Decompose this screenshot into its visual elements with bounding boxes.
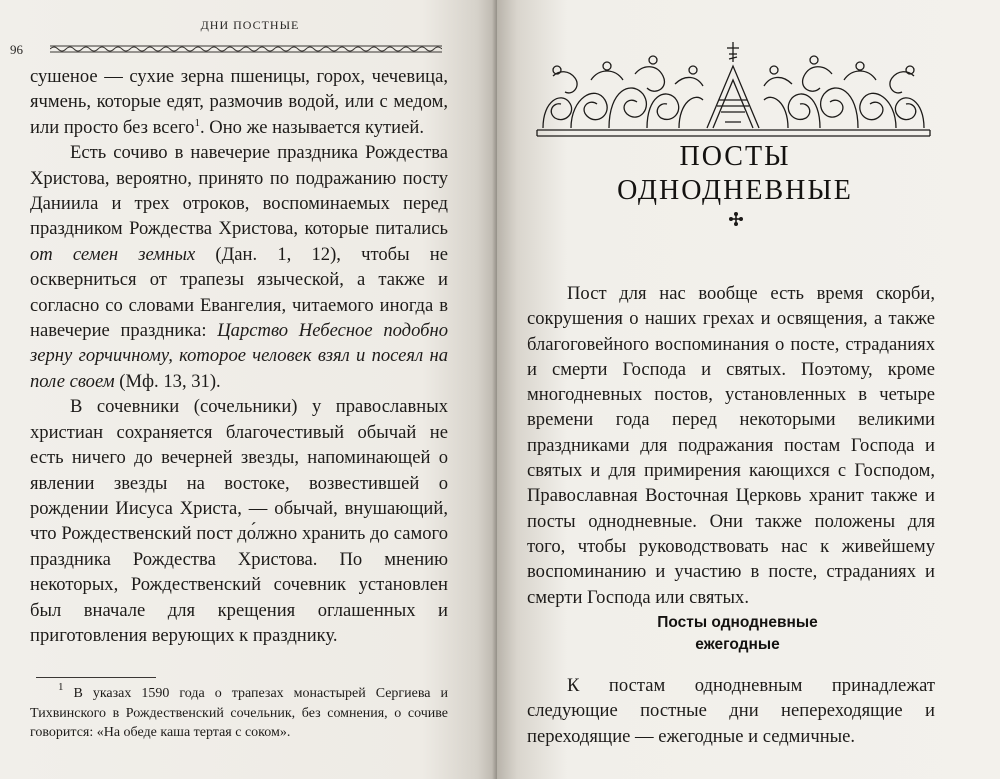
text-run: (Мф. 13, 31). [114,370,221,392]
running-head: ДНИ ПОСТНЫЕ [200,18,300,32]
ornamental-headpiece-icon [535,40,932,140]
right-body-text [527,281,935,610]
text-run: Есть сочиво в навечерие праздника Рождества Христова, вероятно, принято по подражанию посту Даниила и трех отроков, воспоминаемых перед праздником Рождества Христова, которые питались [30,142,448,240]
subheading-line-1: Посты однодневные [657,614,818,631]
italic-quote: Царство Небесное подобно зерну горчичному, которое человек взял и посеял на поле своем [30,320,449,392]
text-run: сушеное — сухие зерна пшеницы, горох, чечевица, ячмень, которые едят, размочив водой, или с медом, или просто без всего [30,66,448,138]
footnote [30,681,448,743]
text-run: (Дан. 1, 12), чтобы не оскверниться от трапезы языческой, а также и согласно со словами Евангелия, читаемого иногда в навечерие праздника: [30,243,448,342]
section-subheading [540,612,935,656]
footnote-text [30,681,448,743]
footnote-marker: 1 [58,681,64,693]
fleuron-cross-icon [728,211,744,227]
left-paragraph-1 [30,64,448,140]
left-paragraph-3 [30,394,448,648]
right-body-text-2 [527,673,935,749]
chapter-title-line-2: ОДНОДНЕВНЫЕ [617,175,853,206]
decorative-rule-band [50,45,442,53]
page-number: 96 [10,42,23,57]
footnote-marker: 1 [194,116,200,129]
chapter-title-line-1: ПОСТЫ [679,141,791,172]
text-run: . Оно же называется кутией. [199,116,424,138]
left-page [0,0,497,779]
subheading-line-2: ежегодные [695,636,780,653]
chapter-title [540,140,930,208]
footnote-rule [36,677,156,678]
text-run: В указах 1590 года о трапезах монастырей Сергиева и Тихвинского в Рождественский сочельник, без сомнения, о сочиве говорится: «На обеде каша тертая с соком». [30,686,448,741]
text-run: В сочевники (сочельники) у православных христиан сохраняется благочестивый обычай не есть ничего до вечерней звезды, напоминающей о явлении звезды на востоке, возвестившей о рождении Иисуса Христа, — обычай, внушающий, что Рождественский пост до́лжно хранить до самого праздника Рождества Христова. По мнению некоторых, Рождественский сочевник установлен был вначале для крещения оглашенных и приготовления верующих к празднику. [30,396,448,646]
italic-quote: от семен земных [30,243,196,265]
left-body-text [30,64,448,648]
right-paragraph-2: К постам однодневным принадлежат следующие постные дни непереходящие и переходящие — ежегодные и седмичные. [527,675,935,747]
right-paragraph-1: Пост для нас вообще есть время скорби, сокрушения о наших грехах и освящения, а также благоговейного воспоминания о посте, страданиях и смерти Господа и святых. Поэтому, кроме многодневных постов, установленных в четыре времени года перед некоторыми великими праздниками для подражания постам Господа и святых и для примирения кающихся с Господом, Православная Восточная Церковь хранит также и посты однодневные. Они также положены для того, чтобы руководствовать нас к живейшему воспоминанию и участию в посте, страданиях и смерти Господа или святых. [527,283,935,608]
left-paragraph-2 [30,140,448,394]
